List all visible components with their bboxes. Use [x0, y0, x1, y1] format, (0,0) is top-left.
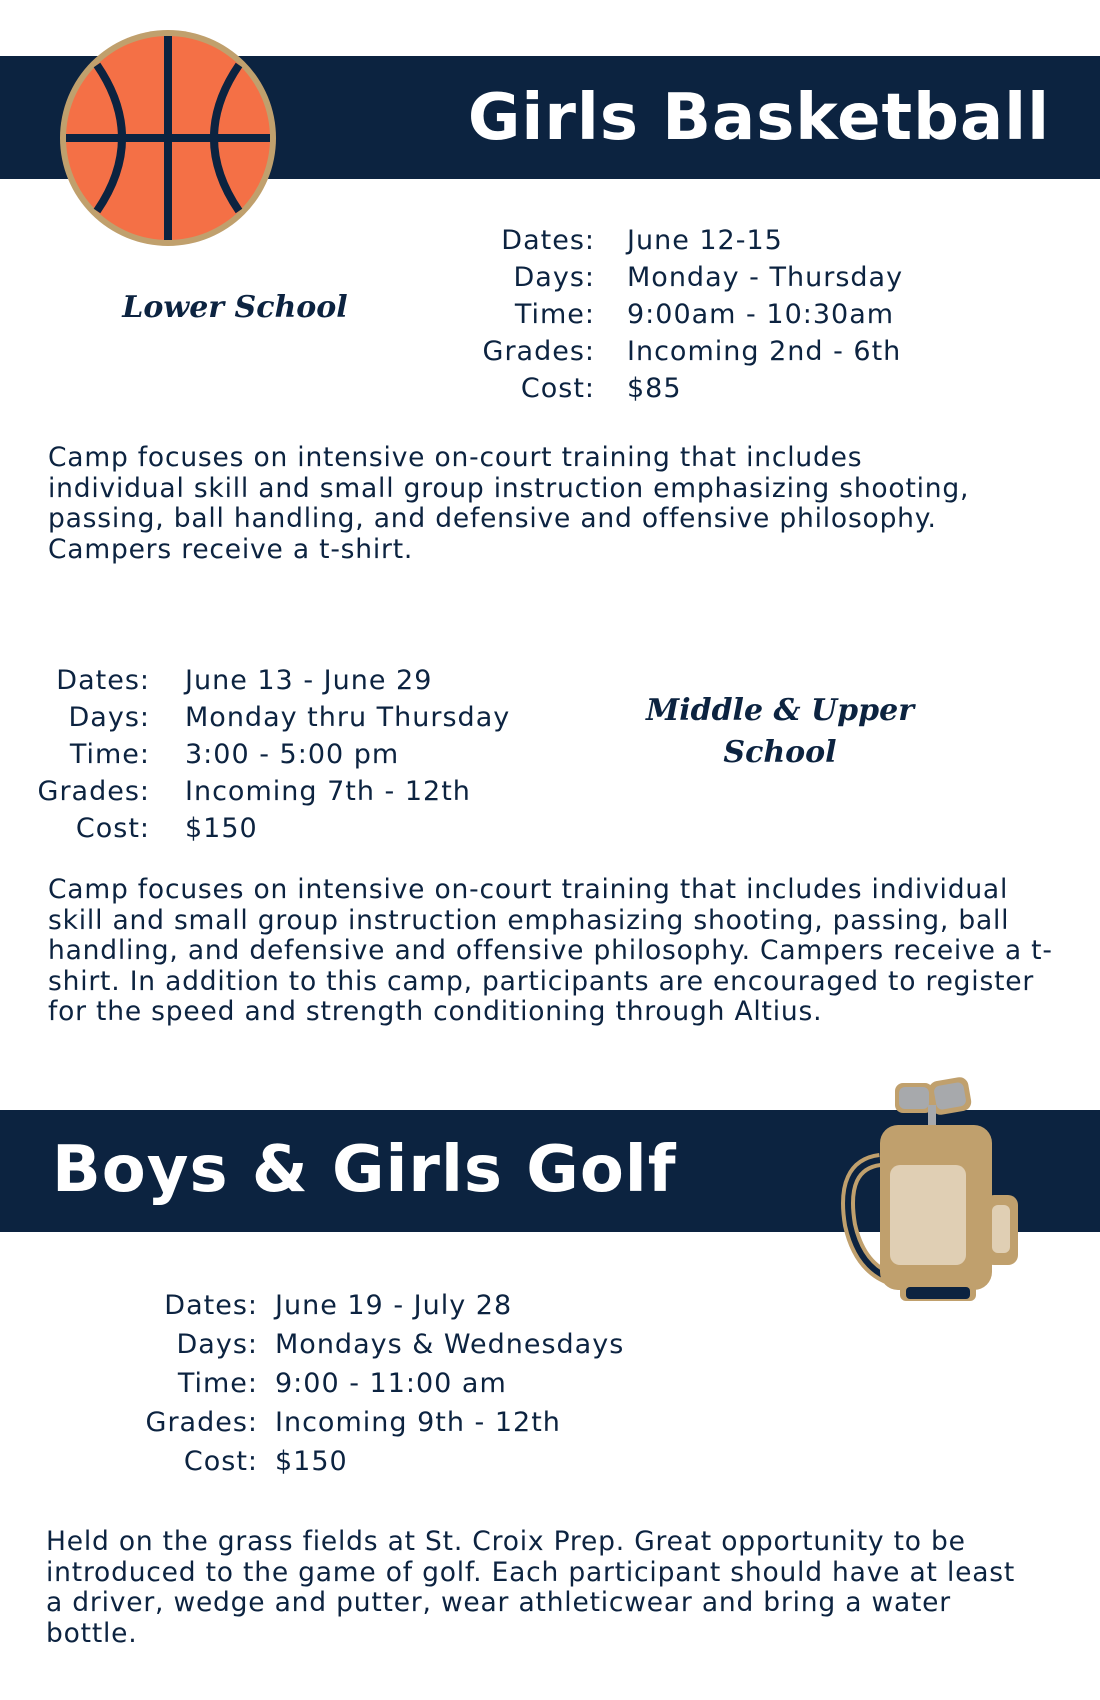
info-row [30, 773, 510, 810]
info-row [30, 662, 510, 699]
upper-school-heading-line2: School [723, 735, 837, 770]
basketball-icon [57, 27, 279, 249]
info-row [460, 259, 903, 296]
info-value: Monday - Thursday [627, 262, 904, 293]
info-value: $85 [627, 373, 682, 404]
basketball-title: Girls Basketball [467, 81, 1050, 155]
info-label: Days: [513, 262, 595, 293]
info-value: June 13 - June 29 [185, 665, 433, 696]
info-value: Mondays & Wednesdays [275, 1329, 625, 1360]
info-label: Cost: [75, 813, 150, 844]
info-value: Incoming 2nd - 6th [627, 336, 902, 367]
info-row [460, 333, 903, 370]
lower-school-description: Camp focuses on intensive on-court training that includes individual skill and small group instruction emphasizing shooting, passing, ball handling, and defensive and offensive philosophy. Campers receive a t-shirt. [48, 442, 970, 565]
info-row [30, 699, 510, 736]
info-value: $150 [185, 813, 258, 844]
info-value: Monday thru Thursday [185, 702, 511, 733]
info-label: Time: [69, 739, 150, 770]
info-row [130, 1364, 624, 1403]
info-label: Grades: [145, 1407, 258, 1438]
info-label: Dates: [501, 225, 595, 256]
upper-school-heading-line1: Middle & Upper [645, 693, 915, 728]
info-row [130, 1442, 624, 1481]
info-value: June 12-15 [627, 225, 783, 256]
info-row [30, 736, 510, 773]
info-row [460, 222, 903, 259]
lower-school-heading: Lower School [122, 290, 348, 325]
info-value: 3:00 - 5:00 pm [185, 739, 400, 770]
info-value: 9:00 - 11:00 am [275, 1368, 507, 1399]
info-label: Time: [177, 1368, 258, 1399]
info-row [130, 1403, 624, 1442]
upper-school-info [30, 662, 510, 847]
info-row [30, 810, 510, 847]
golf-description: Held on the grass fields at St. Croix Prep. Great opportunity to be introduced to the game of golf. Each participant should have at least a driver, wedge and putter, wear athleticwear and bring a water bottle. [46, 1526, 1016, 1649]
info-row [130, 1286, 624, 1325]
info-value: Incoming 9th - 12th [275, 1407, 561, 1438]
info-label: Days: [68, 702, 150, 733]
info-label: Grades: [482, 336, 595, 367]
info-value: 9:00am - 10:30am [627, 299, 895, 330]
info-label: Dates: [164, 1290, 258, 1321]
info-label: Grades: [37, 776, 150, 807]
lower-school-info [460, 222, 903, 407]
info-label: Dates: [56, 665, 150, 696]
info-value: Incoming 7th - 12th [185, 776, 471, 807]
info-row [460, 296, 903, 333]
golf-info [130, 1286, 624, 1481]
upper-school-description: Camp focuses on intensive on-court training that includes individual skill and small group instruction emphasizing shooting, passing, ball handling, and defensive and offensive philosophy. Campers receive a t-shirt. In addition to this camp, participants are encouraged to register for the speed and strength conditioning through Altius. [48, 874, 1053, 1027]
info-label: Cost: [183, 1446, 258, 1477]
upper-school-heading [640, 690, 920, 774]
golf-bag-icon [840, 1075, 1025, 1307]
golf-title: Boys & Girls Golf [52, 1133, 677, 1207]
info-value: $150 [275, 1446, 348, 1477]
info-label: Cost: [520, 373, 595, 404]
info-value: June 19 - July 28 [275, 1290, 513, 1321]
info-row [130, 1325, 624, 1364]
info-row [460, 370, 903, 407]
info-label: Time: [514, 299, 595, 330]
info-label: Days: [176, 1329, 258, 1360]
